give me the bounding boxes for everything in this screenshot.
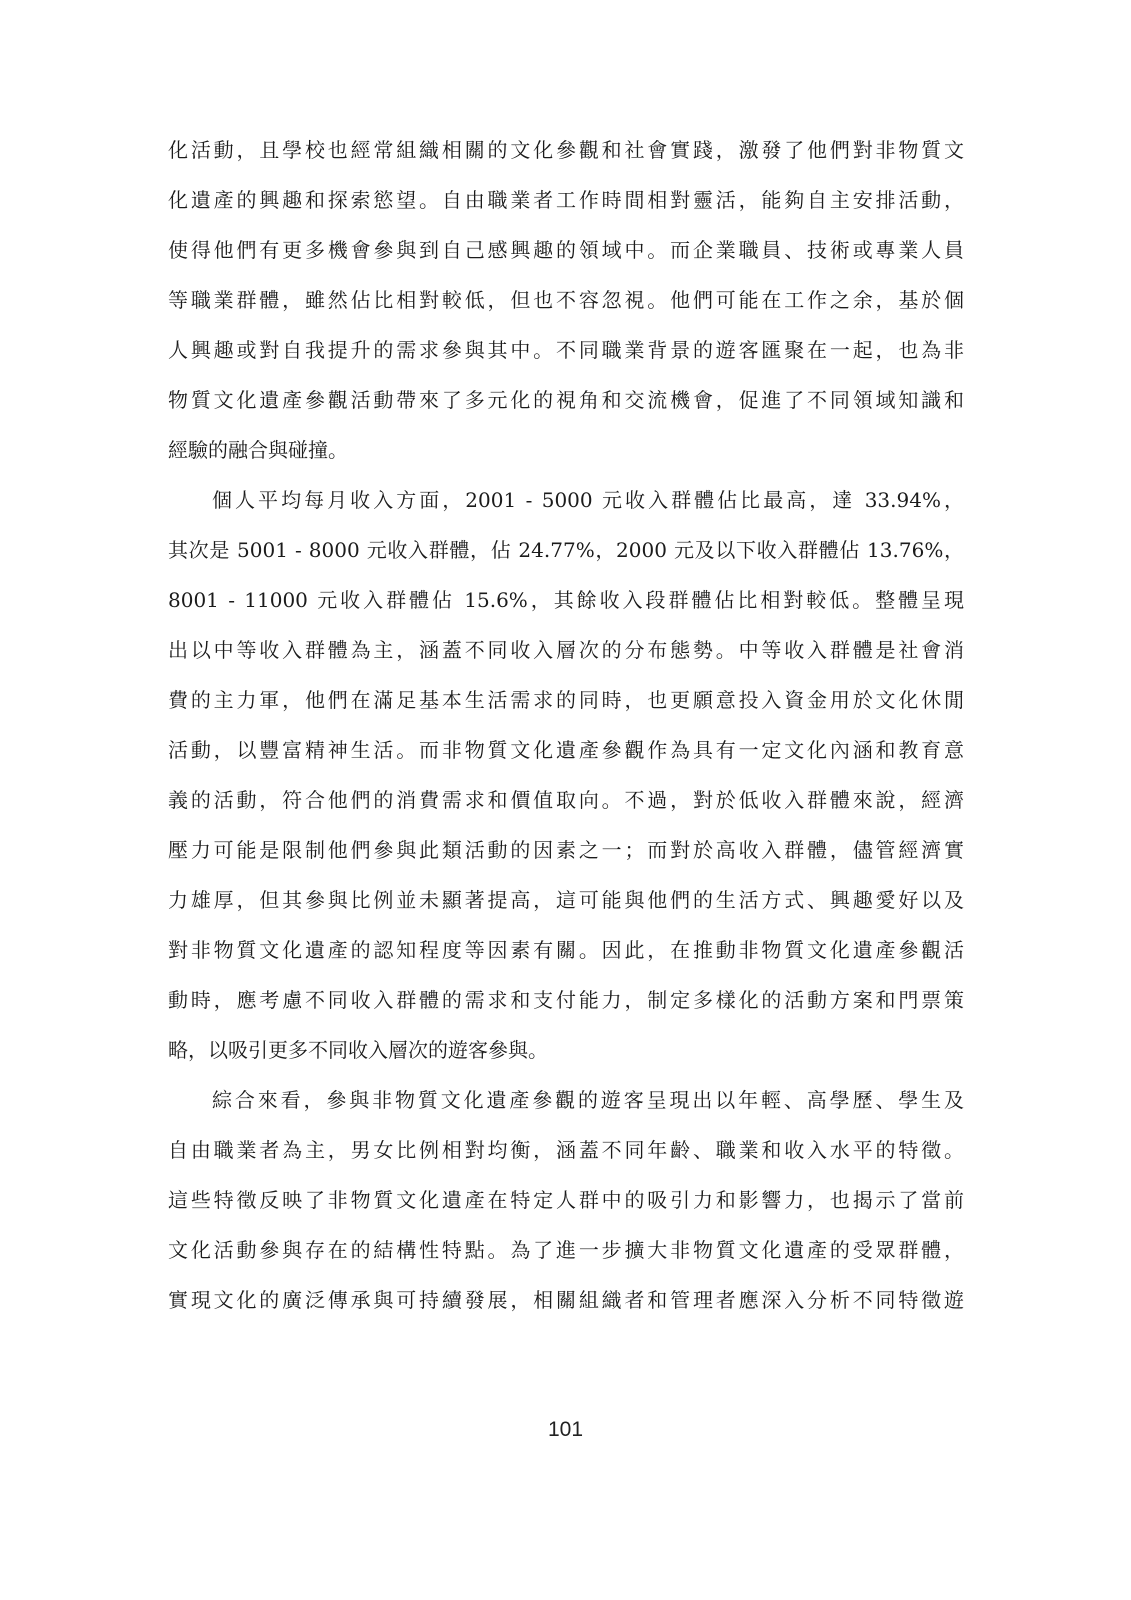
text-line: 費的主力軍，他們在滿足基本生活需求的同時，也更願意投入資金用於文化休閒 (168, 688, 964, 712)
text-line: 人興趣或對自我提升的需求參與其中。不同職業背景的遊客匯聚在一起，也為非 (168, 338, 964, 362)
text-line: 出以中等收入群體為主，涵蓋不同收入層次的分布態勢。中等收入群體是社會消 (168, 638, 964, 662)
text-line: 動時，應考慮不同收入群體的需求和支付能力，制定多樣化的活動方案和門票策 (168, 988, 964, 1012)
text-line: 自由職業者為主，男女比例相對均衡，涵蓋不同年齡、職業和收入水平的特徵。 (168, 1138, 964, 1162)
text-line: 物質文化遺產參觀活動帶來了多元化的視角和交流機會，促進了不同領域知識和 (168, 388, 964, 412)
text-line: 經驗的融合與碰撞。 (168, 438, 348, 462)
page-number: 101 (547, 1418, 584, 1441)
body-text (168, 125, 964, 1325)
text-line: 等職業群體，雖然佔比相對較低，但也不容忽視。他們可能在工作之余，基於個 (168, 288, 964, 312)
text-line: 實現文化的廣泛傳承與可持續發展，相關組織者和管理者應深入分析不同特徵遊 (168, 1288, 964, 1312)
text-line: 綜合來看，參與非物質文化遺產參觀的遊客呈現出以年輕、高學歷、學生及 (212, 1088, 964, 1112)
text-line: 化活動，且學校也經常組織相關的文化參觀和社會實踐，激發了他們對非物質文 (168, 138, 964, 162)
text-line: 文化活動參與存在的結構性特點。為了進一步擴大非物質文化遺產的受眾群體， (168, 1238, 964, 1262)
text-line: 8001 - 11000 元收入群體佔 15.6%，其餘收入段群體佔比相對較低。整體呈現 (168, 588, 964, 612)
text-line: 義的活動，符合他們的消費需求和價值取向。不過，對於低收入群體來說，經濟 (168, 788, 964, 812)
text-line: 使得他們有更多機會參與到自己感興趣的領域中。而企業職員、技術或專業人員 (168, 238, 964, 262)
text-line: 對非物質文化遺產的認知程度等因素有關。因此，在推動非物質文化遺產參觀活 (168, 938, 964, 962)
text-line: 略，以吸引更多不同收入層次的遊客參與。 (168, 1038, 548, 1062)
text-line: 力雄厚，但其參與比例並未顯著提高，這可能與他們的生活方式、興趣愛好以及 (168, 888, 964, 912)
text-line: 活動，以豐富精神生活。而非物質文化遺產參觀作為具有一定文化內涵和教育意 (168, 738, 964, 762)
text-line: 個人平均每月收入方面，2001 - 5000 元收入群體佔比最高，達 33.94%， (212, 488, 964, 512)
text-line: 化遺產的興趣和探索慾望。自由職業者工作時間相對靈活，能夠自主安排活動， (168, 188, 964, 212)
text-line: 這些特徵反映了非物質文化遺產在特定人群中的吸引力和影響力，也揭示了當前 (168, 1188, 964, 1212)
text-line: 其次是 5001 - 8000 元收入群體，佔 24.77%，2000 元及以下收入群體佔 13.76%， (168, 538, 964, 562)
text-line: 壓力可能是限制他們參與此類活動的因素之一；而對於高收入群體，儘管經濟實 (168, 838, 964, 862)
